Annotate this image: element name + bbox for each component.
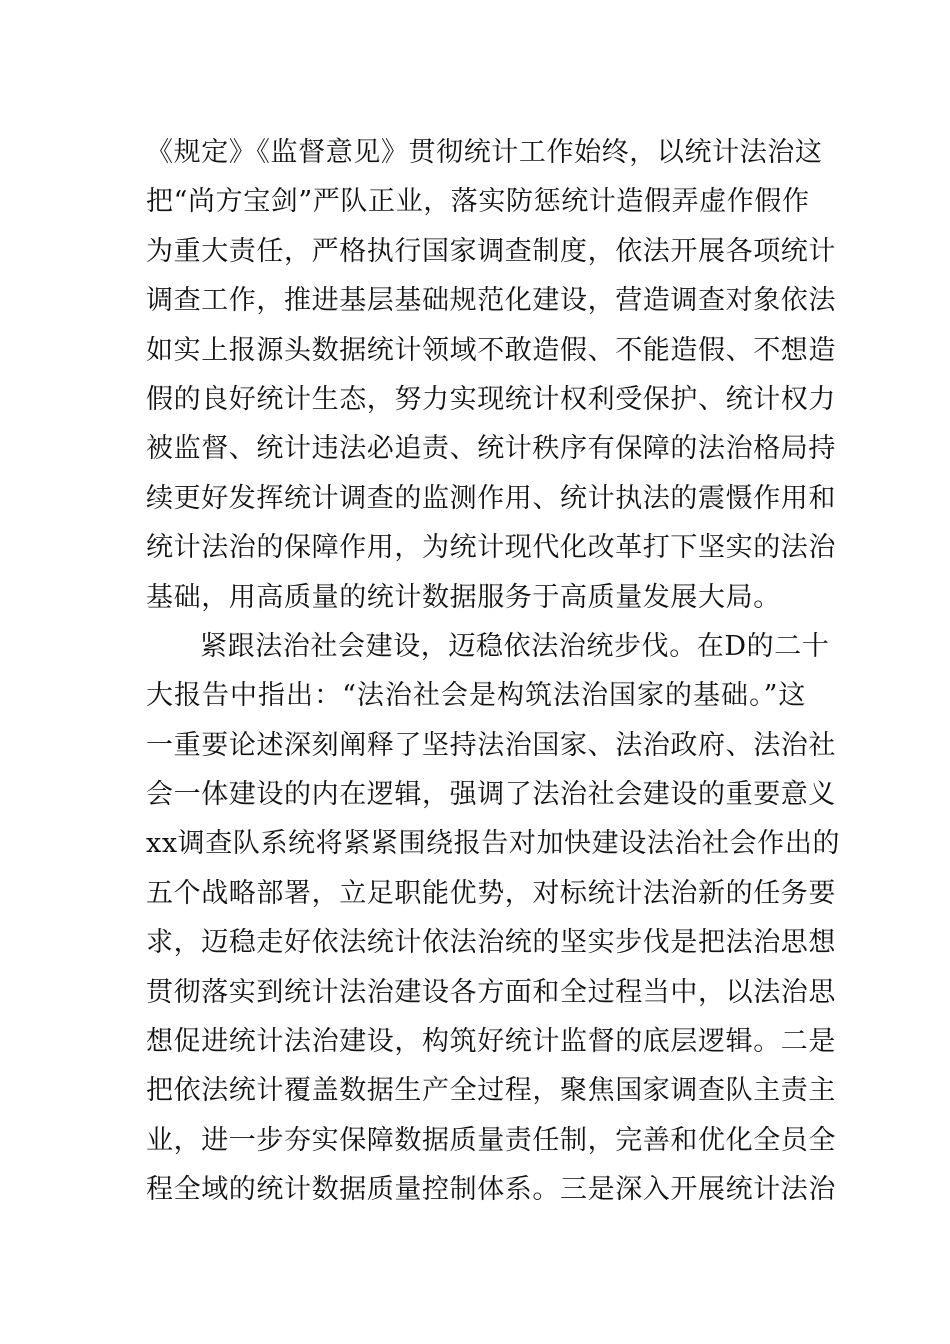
text-line: 会一体建设的内在逻辑，强调了法治社会建设的重要意义: [146, 779, 836, 811]
text-line: 紧跟法治社会建设，迈稳依法治统步伐。在D的二十: [200, 630, 830, 662]
text-line: 统计法治的保障作用，为统计现代化改革打下坚实的法治: [146, 532, 836, 564]
text-line: 程全域的统计数据质量控制体系。三是深入开展统计法治: [146, 1174, 836, 1206]
text-line: 假的良好统计生态，努力实现统计权利受保护、统计权力: [146, 383, 836, 415]
text-line: 业，进一步夯实保障数据质量责任制，完善和优化全员全: [146, 1124, 836, 1156]
text-line: 五个战略部署，立足职能优势，对标统计法治新的任务要: [146, 877, 836, 909]
text-line: 调查工作，推进基层基础规范化建设，营造调查对象依法: [146, 285, 836, 317]
text-line: 续更好发挥统计调查的监测作用、统计执法的震慑作用和: [146, 482, 836, 514]
text-line: 求，迈稳走好依法统计依法治统的坚实步伐是把法治思想: [146, 927, 836, 959]
text-line: 贯彻落实到统计法治建设各方面和全过程当中，以法治思: [146, 976, 836, 1008]
text-line: 被监督、统计违法必追责、统计秩序有保障的法治格局持: [146, 433, 836, 465]
text-line: 把依法统计覆盖数据生产全过程，聚焦国家调查队主责主: [146, 1075, 836, 1107]
text-line: 如实上报源头数据统计领域不敢造假、不能造假、不想造: [146, 334, 836, 366]
document-body: [146, 128, 841, 1215]
text-line: 基础，用高质量的统计数据服务于高质量发展大局。: [146, 581, 781, 613]
text-line: 一重要论述深刻阐释了坚持法治国家、法治政府、法治社: [146, 729, 836, 761]
paragraph-1: [146, 128, 836, 622]
text-line: 想促进统计法治建设，构筑好统计监督的底层逻辑。二是: [146, 1026, 836, 1058]
text-line: 《规定》《监督意见》贯彻统计工作始终，以统计法治这: [146, 137, 823, 168]
text-line: xx调查队系统将紧紧围绕报告对加快建设法治社会作出的: [146, 828, 841, 860]
text-line: 大报告中指出：“法治社会是构筑法治国家的基础。”这: [146, 680, 806, 712]
text-line: 为重大责任，严格执行国家调查制度，依法开展各项统计: [146, 235, 836, 267]
text-line: 把“尚方宝剑”严队正业，落实防惩统计造假弄虚作假作: [146, 186, 810, 218]
paragraph-2: [146, 622, 841, 1215]
